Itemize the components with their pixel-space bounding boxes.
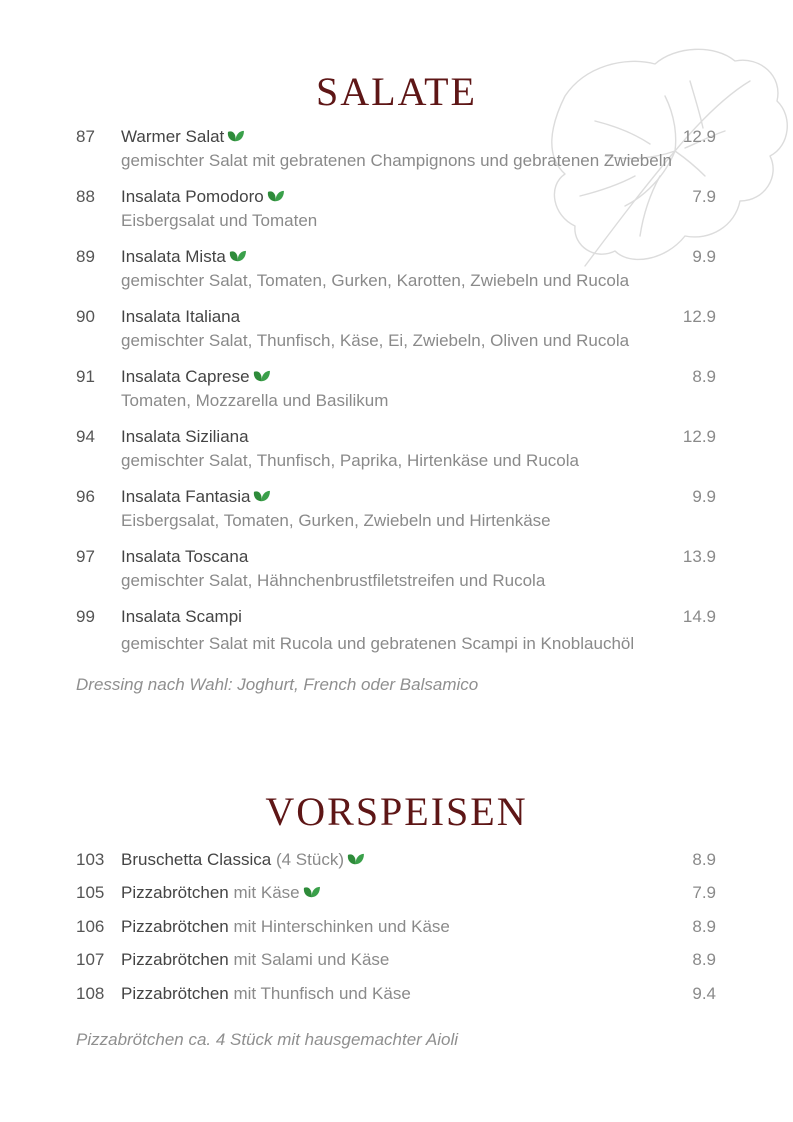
item-name-text: Insalata Pomodoro bbox=[121, 187, 264, 206]
vegetarian-leaf-icon bbox=[302, 885, 321, 900]
item-number: 103 bbox=[76, 850, 105, 869]
item-description: gemischter Salat, Hähnchenbrustfiletstreifen und Rucola bbox=[121, 571, 546, 590]
item-name-text: Pizzabrötchen bbox=[121, 917, 229, 936]
item-name-text: Pizzabrötchen bbox=[121, 883, 229, 902]
item-price: 7.9 bbox=[692, 883, 716, 902]
item-number: 96 bbox=[76, 487, 95, 506]
item-description: Eisbergsalat und Tomaten bbox=[121, 211, 318, 230]
salate-title: SALATE bbox=[316, 69, 477, 114]
item-name-text: Insalata Italiana bbox=[121, 307, 241, 326]
vegetarian-leaf-icon bbox=[252, 489, 271, 504]
vorspeisen-title: VORSPEISEN bbox=[265, 789, 528, 834]
vegetarian-leaf-icon bbox=[226, 129, 245, 144]
item-price: 8.9 bbox=[692, 950, 716, 969]
item-name bbox=[121, 983, 411, 1005]
item-price: 9.9 bbox=[692, 487, 716, 506]
item-number: 88 bbox=[76, 187, 95, 206]
item-description: Tomaten, Mozzarella und Basilikum bbox=[121, 391, 389, 410]
item-name bbox=[121, 486, 271, 508]
item-name bbox=[121, 849, 365, 871]
item-price: 12.9 bbox=[682, 127, 716, 146]
vegetarian-leaf-icon bbox=[346, 852, 365, 867]
vegetarian-leaf-icon bbox=[266, 189, 285, 204]
item-name-text: Pizzabrötchen bbox=[121, 950, 229, 969]
item-number: 90 bbox=[76, 307, 95, 326]
item-name bbox=[121, 186, 285, 208]
item-price: 9.4 bbox=[692, 984, 716, 1003]
item-number: 89 bbox=[76, 247, 95, 266]
item-name-text: Insalata Siziliana bbox=[121, 427, 249, 446]
item-subtext: mit Thunfisch und Käse bbox=[233, 984, 411, 1003]
item-name bbox=[121, 949, 389, 971]
item-name bbox=[121, 306, 240, 328]
item-name bbox=[121, 916, 450, 938]
item-subtext: mit Hinterschinken und Käse bbox=[233, 917, 450, 936]
vegetarian-leaf-icon bbox=[228, 249, 247, 264]
item-price: 12.9 bbox=[682, 427, 716, 446]
item-description: gemischter Salat, Thunfisch, Käse, Ei, Zwiebeln, Oliven und Rucola bbox=[121, 331, 630, 350]
item-name bbox=[121, 882, 321, 904]
item-number: 99 bbox=[76, 607, 95, 626]
item-price: 13.9 bbox=[682, 547, 716, 566]
item-price: 8.9 bbox=[692, 850, 716, 869]
item-description: gemischter Salat mit Rucola und gebratenen Scampi in Knoblauchöl bbox=[121, 634, 635, 653]
item-number: 91 bbox=[76, 367, 95, 386]
item-number: 107 bbox=[76, 950, 105, 969]
item-name bbox=[121, 426, 249, 448]
item-price: 8.9 bbox=[692, 367, 716, 386]
item-price: 9.9 bbox=[692, 247, 716, 266]
item-subtext: (4 Stück) bbox=[275, 850, 344, 869]
item-price: 12.9 bbox=[682, 307, 716, 326]
item-number: 106 bbox=[76, 917, 105, 936]
item-name-text: Insalata Mista bbox=[121, 247, 226, 266]
salate-dressing-note: Dressing nach Wahl: Joghurt, French oder Balsamico bbox=[76, 675, 479, 694]
item-name bbox=[121, 606, 242, 628]
item-name bbox=[121, 366, 271, 388]
item-price: 7.9 bbox=[692, 187, 716, 206]
item-description: gemischter Salat, Tomaten, Gurken, Karotten, Zwiebeln und Rucola bbox=[121, 271, 630, 290]
item-subtext: mit Käse bbox=[233, 883, 300, 902]
item-number: 97 bbox=[76, 547, 95, 566]
item-number: 87 bbox=[76, 127, 95, 146]
item-name-text: Insalata Fantasia bbox=[121, 487, 251, 506]
item-name-text: Insalata Scampi bbox=[121, 607, 242, 626]
item-name-text: Pizzabrötchen bbox=[121, 984, 229, 1003]
vorspeisen-note: Pizzabrötchen ca. 4 Stück mit hausgemachter Aioli bbox=[76, 1030, 459, 1049]
item-description: Eisbergsalat, Tomaten, Gurken, Zwiebeln und Hirtenkäse bbox=[121, 511, 551, 530]
item-price: 8.9 bbox=[692, 917, 716, 936]
item-subtext: mit Salami und Käse bbox=[233, 950, 390, 969]
item-description: gemischter Salat, Thunfisch, Paprika, Hirtenkäse und Rucola bbox=[121, 451, 579, 470]
item-name-text: Insalata Toscana bbox=[121, 547, 249, 566]
item-number: 105 bbox=[76, 883, 105, 902]
item-name-text: Warmer Salat bbox=[121, 127, 225, 146]
item-name bbox=[121, 246, 247, 268]
item-name bbox=[121, 546, 248, 568]
item-description: gemischter Salat mit gebratenen Champignons und gebratenen Zwiebeln bbox=[121, 151, 672, 170]
vegetarian-leaf-icon bbox=[252, 369, 271, 384]
item-name-text: Bruschetta Classica bbox=[121, 850, 272, 869]
item-price: 14.9 bbox=[682, 607, 716, 626]
item-name bbox=[121, 126, 245, 148]
item-name-text: Insalata Caprese bbox=[121, 367, 250, 386]
item-number: 94 bbox=[76, 427, 95, 446]
item-number: 108 bbox=[76, 984, 105, 1003]
